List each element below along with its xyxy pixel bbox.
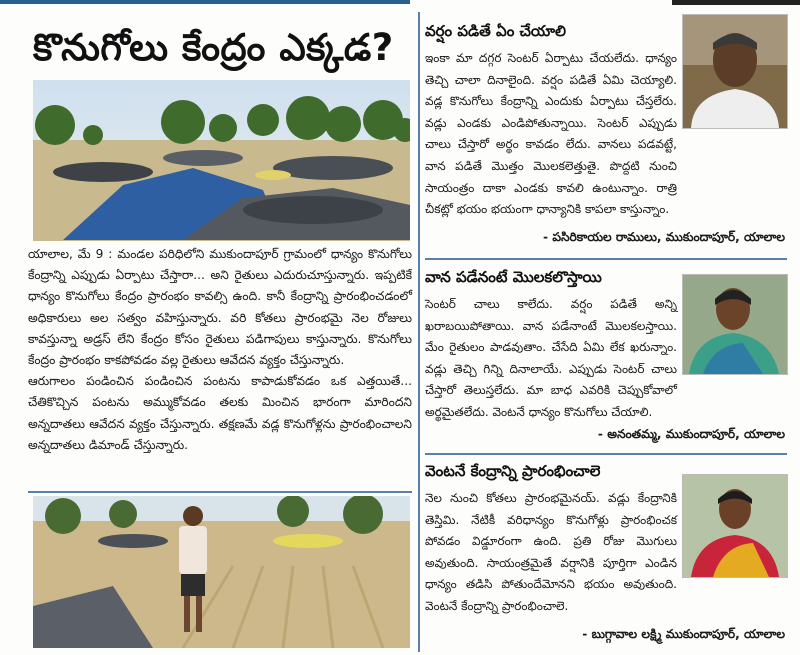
photo-farmer-in-field (33, 496, 410, 648)
quote-title: వాన పడేనంటే మొలకలొస్తాయి (425, 268, 602, 286)
portrait-photo (682, 474, 788, 578)
quote-attribution: - అనంతమ్మ, ముకుందాపూర్, యాలాల (597, 427, 785, 441)
headline: కొనుగోలు కేంద్రం ఎక్కడ? (33, 26, 394, 69)
portrait-photo (682, 274, 788, 375)
article-paragraph: యాలాల, మే 9 : మండల పరిధిలోని ముకుందాపూర్ గ్రామంలో ధాన్యం కొనుగోలు కేంద్రాన్ని ఎప్పుడు ఏర్పాటు చేస్తారా... అని రైతులు ఎదురుచూస్తున్నారు. ఇప్పటికే ధాన్యం కొనుగోలు కేంద్రం ప్రారంభం కావల్సి ఉంది. కానీ కేంద్రాన్ని ప్రారంభించడంలో అధికారులు అల సత్వం వహిస్తున్నారు. వరి కోతలు ప్రారంభమై నెల రోజులు కావస్తున్నా అడ్రస్ లేని కేంద్రం కోసం రైతులు పడిగాపులు కాస్తున్నారు. కొనుగోలు కేంద్రం ప్రారంభం కాకపోవడం వల్ల రైతులు ఆవేదన వ్యక్తం చేస్తున్నారు. (28, 247, 412, 368)
top-rule (0, 0, 410, 4)
quote-separator (425, 453, 787, 455)
column-divider (418, 12, 420, 652)
article-paragraph: ఆరుగాలం పండించిన పండించిన పంటను కాపాడుకోవడం ఒక ఎత్తయితే... చేతికొచ్చిన పంటను అమ్ముకోవడం తలకు మించిన భారంగా మారిందని అన్నదాతలు ఆవేదన వ్యక్తం చేస్తున్నారు. తక్షణమే వడ్ల కొనుగోళ్లను ప్రారంభించాలని అన్నదాతలు డిమాండ్ చేస్తున్నారు. (28, 374, 412, 452)
quote-attribution: - బుగ్గావాల లక్ష్మి ముకుందాపూర్, యాలాల (582, 627, 785, 641)
quote-title: వెంటనే కేంద్రాన్ని ప్రారంభించాలె (425, 462, 601, 480)
article-body (28, 244, 412, 456)
photo-covered-grain-heaps (33, 80, 410, 241)
top-rule-right (672, 0, 800, 5)
section-divider (28, 491, 412, 493)
quote-title: వర్షం పడితే ఏం చేయాలి (425, 22, 567, 40)
quote-separator (425, 258, 787, 260)
quote-text: ఇంకా మా దగ్గర సెంటర్ ఏర్పాటు చేయలేదు. ధాన్యం తెచ్చి చాలా దినాలైంది. వర్షం పడితే ఏమి చెయ్యాలి. వడ్ల కొనుగోలు కేంద్రాన్ని ఎందుకు ఏర్పాటు చేస్తలేరు. వడ్లు ఎండకు ఎండిపోతున్నాయి. సెంటర్ ఎప్పుడు చాలు చేస్తారో అర్థం కావడం లేదు. వానలు పడవట్టే, వాన పడితే మొత్తం మొలకలెత్తుతై. పొద్దటి నుంచి సాయంత్రం దాకా ఎండకు కావలి ఉంటున్నాం. రాత్రి చీకట్లో భయం భయంగా ధాన్యానికి కాపలా కాస్తున్నాం. (425, 51, 677, 217)
quote-attribution: - పసిరికాయల రాములు, ముకుందాపూర్, యాలాల (543, 230, 785, 244)
quote-text: నెల నుంచి కోతలు ప్రారంభమైనయ్. వడ్లు కేంద్రానికి తెస్తిమి. నేటికీ వరిధాన్యం కొనుగోళ్లు ప్రారంభించక పోవడం విడ్డూరంగా ఉంది. ప్రతి రోజు మొగులు అవుతుంది. సాయంత్రమైతే వర్షానికి పూర్తిగా ఎండిన ధాన్యం తడిసి పోతుందేమోనని భయం అవుతుంది. వెంటనే కేంద్రాన్ని ప్రారంభించాలె. (425, 491, 677, 613)
quote-text: సెంటర్ చాలు కాలేదు. వర్షం పడితే అన్ని ఖరాబయిపోతాయి. వాన పడేనాంటే మొలకలస్తాయి. మేం రైతులం పాడవుతాం. చేసేది ఏమి లేక ఖరున్నాం. వడ్లు తెచ్చి గిన్ని దినాలాయే. ఎప్పుడు సెంటర్ చాలు చేస్తారో తెలుస్తలేదు. మా బాధ ఎవరికి చెప్పుకోవాలో అర్థమైతలేదు. వెంటనే ధాన్యం కొనుగోలు చేయాలి. (425, 297, 677, 419)
portrait-photo (682, 14, 788, 129)
